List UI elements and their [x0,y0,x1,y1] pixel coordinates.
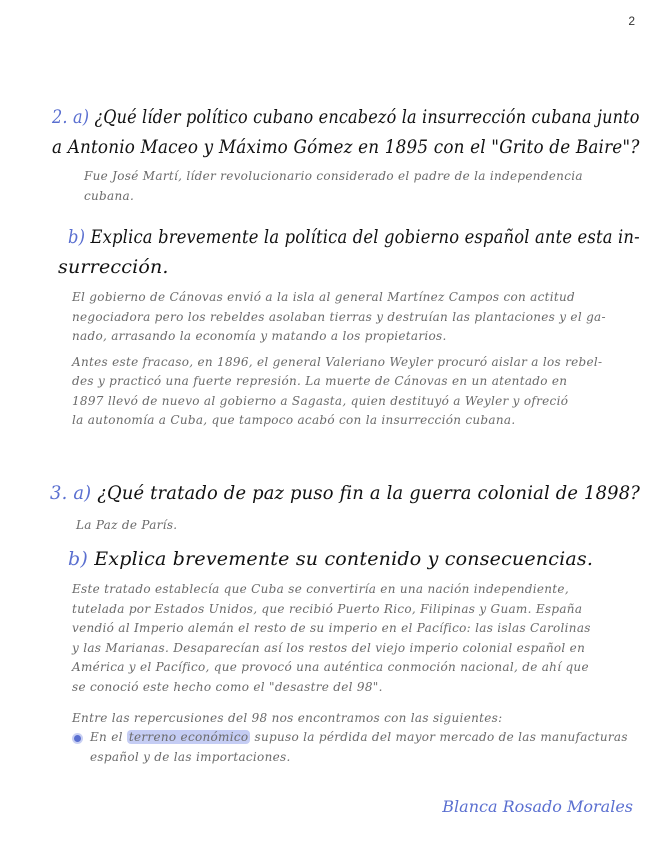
q2b-answer [72,288,606,431]
answer-line: Fue José Martí, líder revolucionario considerado el padre de la independencia [84,169,583,183]
q3b-text-line1: Explica brevemente su contenido y consecuencias. [94,548,594,570]
answer-line: vendió al Imperio alemán el resto de su imperio en el Pacífico: las islas Carolinas [72,621,591,635]
repercussions-intro: Entre las repercusiones del 98 nos encontramos con las siguientes: [72,711,503,725]
answer-line: El gobierno de Cánovas envió a la isla al general Martínez Campos con actitud [72,290,576,304]
q3a-line1 [50,482,640,504]
q2a-answer [84,167,583,206]
q2-number: 2. [52,106,68,128]
q3a-text-line1: ¿Qué tratado de paz puso fin a la guerra colonial de 1898? [97,482,641,504]
answer-line: negociadora pero los rebeldes asolaban tierras y destruían las plantaciones y el ga- [72,309,606,324]
answer-line: y las Marianas. Desaparecían así los restos del viejo imperio colonial español en [72,640,586,655]
answer-line: Este tratado establecía que Cuba se convertiría en una nación independiente, [72,582,569,596]
bullet-line2: español y de las importaciones. [90,749,291,764]
q2b-text-line1: Explica brevemente la política del gobierno español ante esta in- [90,226,640,248]
q2b-line2: surrección. [58,256,169,278]
q2a-label: a) [72,106,90,128]
q3a-label: a) [73,482,92,504]
highlighted-term: terreno económico [128,730,249,744]
bullet-dot-icon [74,735,81,742]
answer-line: Antes este fracaso, en 1896, el general Valeriano Weyler procuró aislar a los rebel- [72,354,603,369]
bullet-rest: supuso la pérdida del mayor mercado de las manufacturas [254,730,628,744]
q3b-line1 [68,548,593,570]
answer-line: América y el Pacífico, que provocó una auténtica conmoción nacional, de ahí que [72,660,589,674]
answer-line: cubana. [84,188,135,203]
signature: Blanca Rosado Morales [442,797,633,816]
answer-line: la autonomía a Cuba, que tampoco acabó con la insurrección cubana. [72,413,516,427]
q2b-line1 [68,226,640,248]
answer-line: des y practicó una fuerte represión. La muerte de Cánovas en un atentado en [72,374,568,388]
bullet-item [90,728,628,767]
q2a-line2: a Antonio Maceo y Máximo Gómez en 1895 con el "Grito de Baire"? [52,136,640,158]
bullet-prefix: En el [90,730,123,744]
answer-line: 1897 llevó de nuevo al gobierno a Sagasta, quien destituyó a Weyler y ofreció [72,393,569,408]
q2a-line1 [52,106,640,128]
q3-number: 3. [50,482,68,504]
page-number: 2 [628,14,635,28]
answer-line: tutelada por Estados Unidos, que recibió Puerto Rico, Filipinas y Guam. España [72,601,583,616]
q3a-answer: La Paz de París. [76,518,178,532]
answer-line: se conoció este hecho como el "desastre del 98". [72,679,383,694]
answer-line: nado, arrasando la economía y matando a los propietarios. [72,329,447,343]
q2b-label: b) [68,226,86,248]
bullet-line1 [90,728,628,748]
q3b-label: b) [68,548,88,570]
q3b-answer [72,580,591,697]
q2a-text-line1: ¿Qué líder político cubano encabezó la insurrección cubana junto [94,106,640,128]
